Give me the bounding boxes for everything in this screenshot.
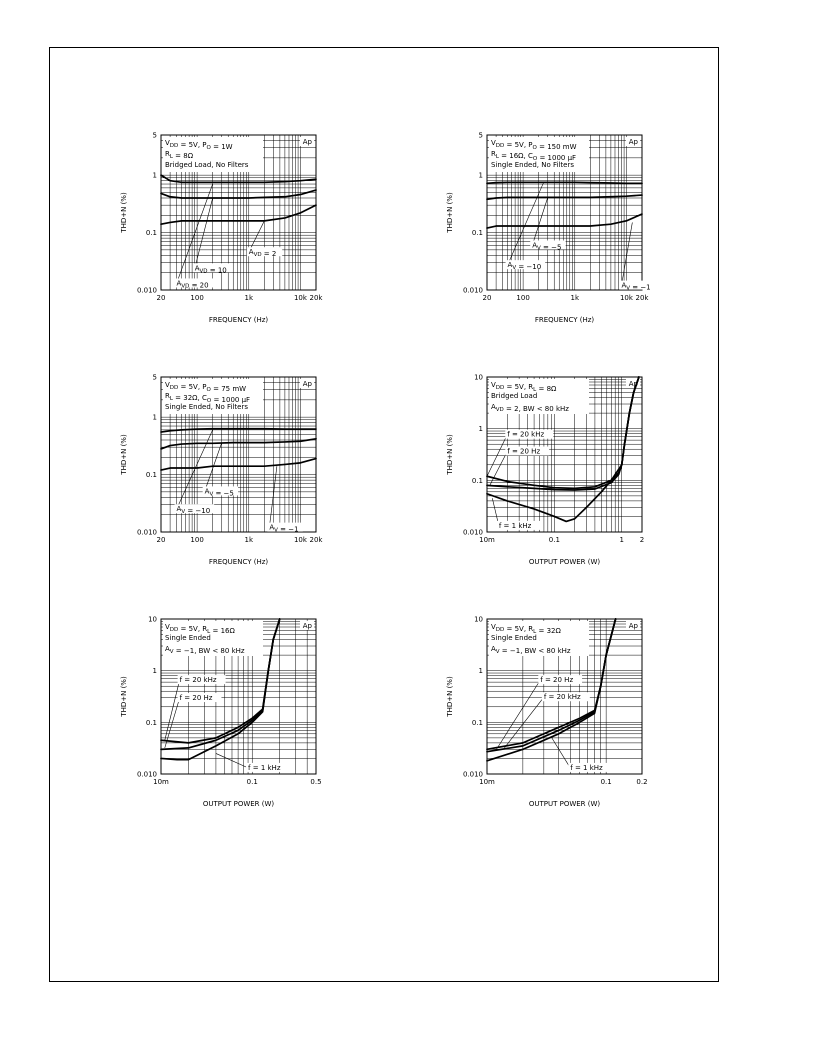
chart-4 — [444, 370, 674, 585]
corner-label: Ap — [302, 380, 312, 388]
x-tick-label: 1k — [244, 536, 254, 544]
condition-text: Single Ended — [491, 634, 537, 642]
condition-text: Bridged Load — [491, 392, 538, 400]
annotation-label-2: f = 20 Hz — [179, 694, 213, 703]
x-tick-label: 0.1 — [600, 778, 612, 786]
annotation-leader — [621, 222, 632, 285]
y-tick-label: 1 — [152, 667, 157, 676]
condition-text: $V_{DD} = 5V$, $R_L = 32\Omega$ — [491, 623, 561, 635]
y-tick-label: 0.010 — [462, 286, 483, 295]
corner-label: Ap — [628, 380, 638, 388]
x-tick-label: 0.1 — [246, 778, 258, 786]
y-tick-label: 0.1 — [145, 229, 157, 238]
y-tick-label: 0.1 — [471, 476, 483, 485]
condition-text: Single Ended — [165, 634, 211, 642]
annotation-label-3: $A_{VD} = 2$ — [248, 248, 277, 259]
y-tick-label: 0.1 — [145, 471, 157, 480]
condition-text: $V_{DD} = 5V$, $R_L = 16\Omega$ — [165, 623, 235, 635]
condition-text: Bridged Load, No Filters — [165, 161, 249, 169]
x-tick-label: 0.1 — [548, 536, 560, 544]
corner-label: Ap — [302, 622, 312, 630]
annotation-label-2: $A_V = -5$ — [532, 241, 562, 252]
series-line-2 — [161, 190, 316, 198]
y-tick-label: 1 — [152, 171, 157, 180]
x-tick-label: 0.5 — [310, 778, 322, 786]
y-tick-label: 10 — [148, 615, 157, 624]
y-tick-label: 0.010 — [136, 770, 157, 779]
condition-text: Single Ended, No Filters — [491, 161, 574, 169]
x-axis-label: OUTPUT POWER (W) — [202, 800, 275, 808]
y-tick-label: 10 — [474, 615, 483, 624]
x-axis-label: OUTPUT POWER (W) — [528, 800, 601, 808]
x-tick-label: 20k — [309, 536, 323, 544]
x-tick-label: 1k — [570, 294, 580, 302]
x-axis-label: OUTPUT POWER (W) — [528, 558, 601, 566]
chart-1 — [118, 128, 348, 343]
y-tick-label: 0.010 — [462, 528, 483, 537]
x-tick-label: 20k — [635, 294, 649, 302]
condition-text: $V_{DD} = 5V$, $P_O = 75$ mW — [165, 381, 247, 393]
condition-text: $V_{DD} = 5V$, $P_O = 150$ mW — [491, 139, 577, 151]
x-tick-label: 100 — [516, 294, 530, 302]
annotation-label-1: f = 20 kHz — [507, 430, 545, 439]
y-tick-label: 0.1 — [145, 718, 157, 727]
chart-6 — [444, 612, 674, 827]
corner-label: Ap — [628, 622, 638, 630]
annotation-label-2: $A_V = -5$ — [204, 487, 234, 498]
y-tick-label: 5 — [478, 131, 483, 140]
x-tick-label: 1 — [619, 536, 624, 544]
y-tick-label: 0.010 — [462, 770, 483, 779]
y-axis-label: THD+N (%) — [446, 676, 454, 717]
y-tick-label: 1 — [478, 171, 483, 180]
y-tick-label: 1 — [478, 425, 483, 434]
chart-5 — [118, 612, 348, 827]
x-tick-label: 20 — [482, 294, 492, 302]
x-tick-label: 20k — [309, 294, 323, 302]
x-tick-label: 100 — [190, 536, 204, 544]
x-tick-label: 20 — [156, 536, 166, 544]
corner-label: Ap — [628, 138, 638, 146]
x-tick-label: 10k — [293, 536, 307, 544]
annotation-label-2: f = 20 kHz — [543, 693, 581, 702]
y-tick-label: 0.1 — [471, 229, 483, 238]
series-line-2 — [487, 195, 642, 199]
x-tick-label: 10k — [293, 294, 307, 302]
x-axis-label: FREQUENCY (Hz) — [534, 316, 595, 324]
series-line-1 — [161, 175, 316, 182]
annotation-leader — [165, 698, 180, 748]
condition-text: $R_L = 32\Omega$, $C_O = 1000$ μF — [165, 392, 251, 404]
series-line-3 — [487, 214, 642, 228]
y-tick-label: 0.010 — [136, 528, 157, 537]
corner-label: Ap — [302, 138, 312, 146]
annotation-label-1: $A_V = -10$ — [176, 505, 211, 516]
series-line-1 — [161, 429, 316, 432]
x-tick-label: 10m — [479, 536, 495, 544]
y-axis-label: THD+N (%) — [120, 434, 128, 475]
condition-text: $A_{VD} = 2$, BW < 80 kHz — [491, 403, 569, 413]
chart-3 — [118, 370, 348, 585]
annotation-label-1: $A_{VD} = 20$ — [176, 279, 209, 290]
y-tick-label: 0.010 — [136, 286, 157, 295]
chart-2 — [444, 128, 674, 343]
y-tick-label: 5 — [152, 373, 157, 382]
x-tick-label: 10k — [619, 294, 633, 302]
annotation-leader — [165, 680, 180, 740]
condition-text: Single Ended, No Filters — [165, 403, 248, 411]
condition-text: $R_L = 8\Omega$ — [165, 150, 194, 160]
annotation-leader — [508, 182, 544, 265]
annotation-leader — [552, 738, 570, 768]
condition-text: $R_L = 16\Omega$, $C_O = 1000$ μF — [491, 150, 577, 162]
x-tick-label: 1k — [244, 294, 254, 302]
series-line-3 — [161, 459, 316, 470]
y-axis-label: THD+N (%) — [446, 192, 454, 233]
annotation-label-3: f = 1 kHz — [570, 763, 603, 772]
annotation-label-1: f = 20 kHz — [179, 676, 217, 685]
x-axis-label: FREQUENCY (Hz) — [208, 558, 269, 566]
y-tick-label: 1 — [478, 667, 483, 676]
y-axis-label: THD+N (%) — [446, 434, 454, 475]
annotation-label-3: f = 1 kHz — [498, 521, 532, 530]
condition-text: $V_{DD} = 5V$, $P_O = 1W$ — [165, 139, 233, 151]
x-tick-label: 2 — [639, 536, 645, 544]
y-axis-label: THD+N (%) — [120, 676, 128, 717]
annotation-label-2: f = 20 Hz — [507, 447, 541, 456]
x-tick-label: 10m — [479, 778, 495, 786]
annotation-label-2: $A_{VD} = 10$ — [194, 264, 227, 275]
series-line-1 — [487, 182, 642, 183]
annotation-label-1: $A_V = -10$ — [507, 261, 542, 272]
annotation-label-3: f = 1 kHz — [248, 763, 281, 772]
x-tick-label: 100 — [190, 294, 204, 302]
annotation-label-3: $A_V = -1$ — [621, 281, 651, 292]
condition-text: $V_{DD} = 5V$, $R_L = 8\Omega$ — [491, 381, 557, 393]
series-line-3 — [161, 205, 316, 224]
annotation-label-1: f = 20 Hz — [540, 676, 574, 685]
y-axis-label: THD+N (%) — [120, 192, 128, 233]
x-tick-label: 10m — [153, 778, 169, 786]
x-axis-label: FREQUENCY (Hz) — [208, 316, 269, 324]
condition-text: $A_V = -1$, BW < 80 kHz — [491, 645, 571, 655]
y-tick-label: 10 — [474, 373, 483, 382]
condition-text: $A_V = -1$, BW < 80 kHz — [165, 645, 245, 655]
y-tick-label: 0.1 — [471, 718, 483, 727]
y-tick-label: 5 — [152, 131, 157, 140]
annotation-leader — [269, 466, 277, 527]
x-tick-label: 20 — [156, 294, 166, 302]
y-tick-label: 1 — [152, 413, 157, 422]
x-tick-label: 0.2 — [636, 778, 648, 786]
annotation-label-3: $A_V = -1$ — [269, 523, 299, 534]
